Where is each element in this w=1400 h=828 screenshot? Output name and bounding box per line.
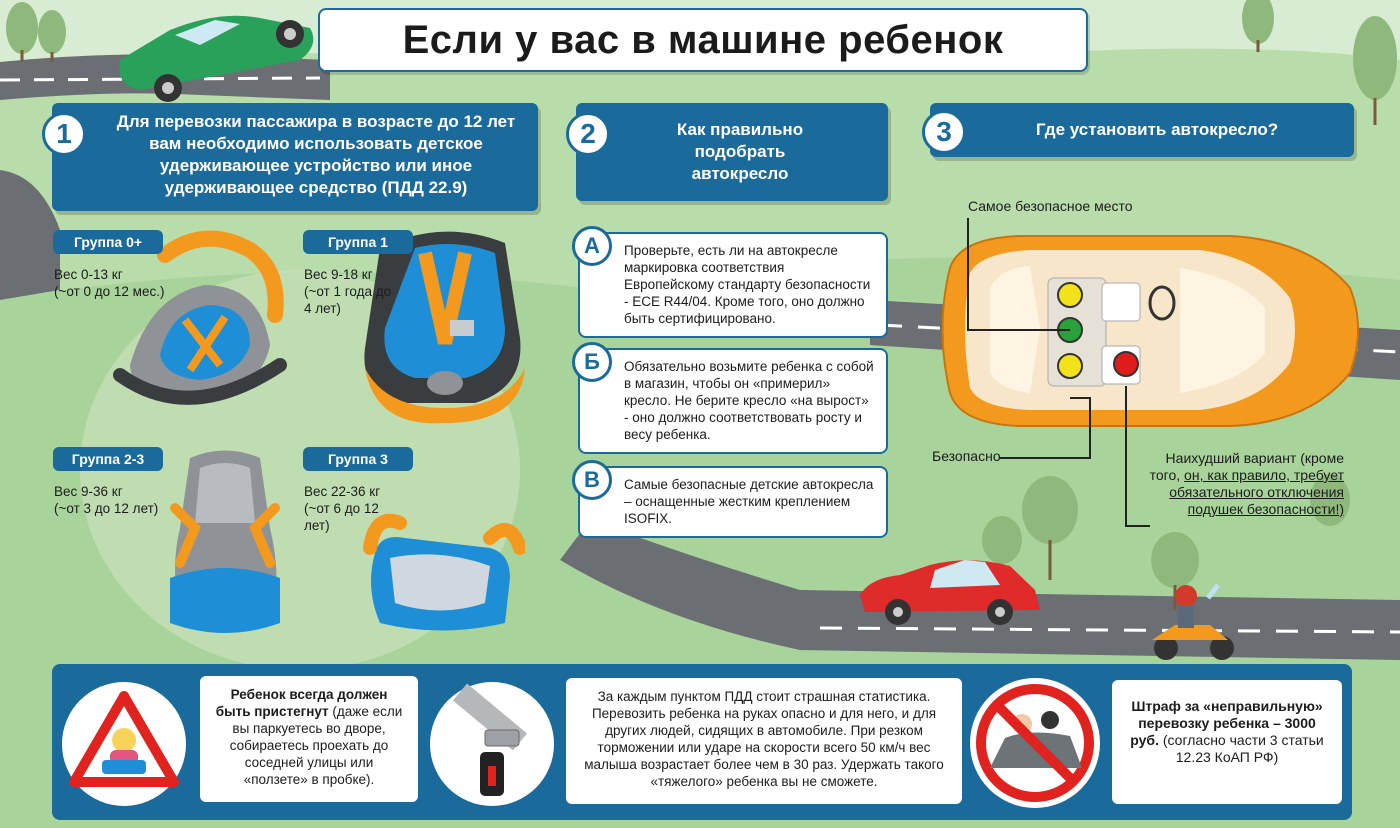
- section-2-number: 2: [566, 112, 610, 156]
- fine-box: Штраф за «неправильную» перевозку ребенка – 3000 руб. (согласно части 3 статьи 12.23 КоАП РФ): [1112, 680, 1342, 804]
- title-banner: [318, 8, 1088, 72]
- tip-b-box: [578, 348, 888, 454]
- section-3-number: 3: [922, 110, 966, 154]
- section-3-heading: Где установить автокресло?: [1035, 120, 1279, 139]
- group-1-info: Вес 9-18 кг (~от 1 года до 4 лет): [304, 267, 392, 316]
- seatbelt-badge: [430, 682, 554, 806]
- tip-b-letter: Б: [572, 342, 612, 382]
- group-23-info: Вес 9-36 кг (~от 3 до 12 лет): [54, 484, 159, 516]
- no-hold-badge: [970, 678, 1100, 808]
- group-1-label: Группа 1: [303, 230, 413, 254]
- group-0plus-info: Вес 0-13 кг (~от 0 до 12 мес.): [54, 267, 165, 299]
- group1-seat-illustration: [355, 228, 535, 428]
- group23-seat-illustration: [160, 448, 290, 638]
- seatbelt-buckle-icon: [430, 682, 554, 806]
- tip-v-letter: В: [572, 460, 612, 500]
- section-2-heading: Как правильно подобрать автокресло: [676, 120, 804, 183]
- worst-seat-label: Наихудший вариант (кроме того, он, как правило, требует обязательного отключения подушек безопасности!): [1149, 450, 1344, 517]
- tip-v-text: Самые безопасные детские автокресла – оснащенные жестким креплением ISOFIX.: [624, 477, 874, 526]
- booster-seat-illustration: [360, 508, 525, 638]
- tip-a-text: Проверьте, есть ли на автокресле маркировка соответствия Европейскому стандарту безопасности - ECE R44/04. Кроме того, оно должно быть сертифицировано.: [624, 243, 871, 326]
- group-23-label: Группа 2-3: [53, 447, 163, 471]
- statistics-box: За каждым пунктом ПДД стоит страшная статистика. Перевозить ребенка на руках опасно и для него, и для других людей, сидящих в автомобиле. При резком торможении или ударе на скорости всего 50 км/ч вес малыша возрастает более чем в 30 раз. Удержать такого «тяжелого» ребенка вы не сможете.: [566, 678, 962, 804]
- tip-b-text: Обязательно возьмите ребенка с собой в магазин, чтобы он «примерил» кресло. Не берите кресло «на вырост» - оно должно соответствовать росту и весу ребенка.: [624, 359, 874, 442]
- tip-a-box: [578, 232, 888, 338]
- tip-a-letter: А: [572, 226, 612, 266]
- child-warning-sign-icon: [62, 682, 186, 806]
- section-1-header: [52, 103, 538, 211]
- tip-v-box: [578, 466, 888, 538]
- belt-reminder-box: Ребенок всегда должен быть пристегнут (даже если вы паркуетесь во дворе, собираетесь проехать до соседней улицы или «ползете» в пробке).: [200, 676, 418, 802]
- group-0plus-label: Группа 0+: [53, 230, 163, 254]
- infant-carrier-illustration: [110, 225, 300, 420]
- safest-seat-label: Самое безопасное место: [968, 198, 1133, 214]
- page-title: Если у вас в машине ребенок: [402, 17, 1004, 62]
- child-sign-badge: [62, 682, 186, 806]
- safe-seat-label: Безопасно: [932, 448, 1001, 464]
- group-3-label: Группа 3: [303, 447, 413, 471]
- section-1-number: 1: [42, 112, 86, 156]
- section-3-header: [930, 103, 1354, 157]
- no-child-on-lap-icon: [970, 678, 1100, 808]
- section-1-heading: Для перевозки пассажира в возрасте до 12 лет вам необходимо использовать детское удерживающее устройство или иное удерживающее средство (ПДД 22.9): [116, 112, 516, 197]
- group-3-info: Вес 22-36 кг (~от 6 до 12 лет): [304, 484, 381, 533]
- leader-lines: [960, 210, 1160, 530]
- section-2-header: [576, 103, 888, 201]
